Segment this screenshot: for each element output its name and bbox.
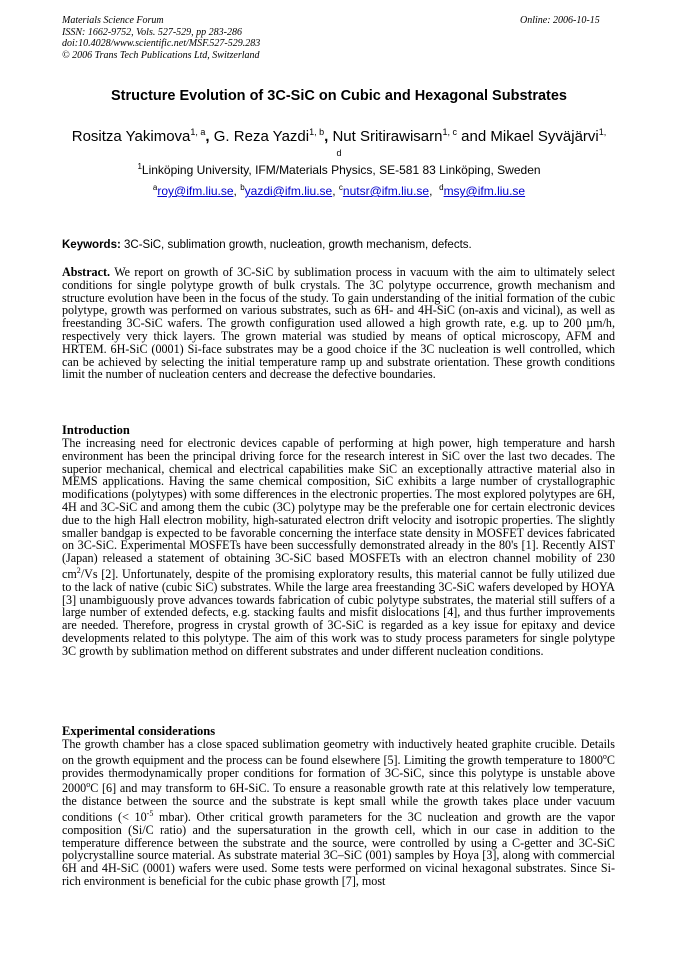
email-link[interactable]: msy@ifm.liu.se	[443, 184, 526, 198]
exp-sup: o	[86, 780, 91, 790]
email-list: $^a$roy@ifm.liu.se, $^b$yazdi@ifm.liu.se, $^c$nutsr@ifm.liu.se, $^d$msy@ifm.liu.se	[152, 183, 526, 198]
keywords	[62, 239, 617, 251]
author-name: Nut Sritirawisarn	[332, 128, 443, 145]
email-link[interactable]: nutsr@ifm.liu.se	[342, 184, 430, 198]
exp-text: C provides thermodynamically proper conditions for formation of 3C-SiC, since this polytype is unstable above 2000	[62, 752, 615, 796]
intro-text: /Vs [2]. Unfortunately, despite of the promising exploratory results, this material cannot be fully utilized due to the lack of native (cubic SiC) substrates. While the large area freestanding 3C-SiC wafers developed by HOYA [3] unambiguously prove advances towards fabrication of cubic polytype substrates, the material still suffers of a large number of extended defects, e.g. stacking faults and misfit dislocations [4], and thus further improvements are needed. Therefore, progress in crystal growth of 3C-SiC is regarded as a key issue for epitaxy and device developments related to this polytype. The aim of this work was to study process parameters for single polytype 3C growth by sublimation method on different substrates and under different nucleation conditions.	[62, 567, 615, 658]
affiliation-mark: 1	[137, 162, 142, 171]
author-affil-mark: 1, d	[336, 127, 607, 158]
author-name: Rositza Yakimova	[71, 128, 191, 145]
author-affil-mark: 1, b	[309, 127, 325, 137]
journal-header	[62, 15, 260, 61]
copyright-line: © 2006 Trans Tech Publications Ltd, Switzerland	[62, 49, 260, 61]
intro-sup: 2	[76, 565, 81, 575]
abstract-label: Abstract.	[62, 265, 111, 279]
experimental-body	[62, 738, 615, 888]
email-mark: c	[338, 183, 343, 192]
email-mark: a	[152, 183, 158, 192]
author-affil-mark: 1, a	[190, 127, 206, 137]
issn-line: ISSN: 1662-9752, Vols. 527-529, pp 283-286	[62, 26, 242, 38]
email-link[interactable]: roy@ifm.liu.se	[157, 184, 234, 198]
exp-text: C [6] and may transform to 6H-SiC. To ensure a reasonable growth rate at this relatively low temperature, the distance between the source and the substrate is kept small while the growth takes place under vacuum conditions (< 10	[62, 781, 615, 825]
doi-line: doi:10.4028/www.scientific.net/MSF.527-529.283	[62, 38, 261, 49]
abstract	[62, 266, 615, 381]
affiliation	[0, 162, 678, 177]
exp-text: The growth chamber has a close spaced sublimation geometry with inductively heated graphite crucible. Details on the growth equipment and the process can be found elsewhere [5]. Limiting the growth temperature to 1800	[62, 737, 615, 767]
keywords-label: Keywords:	[62, 239, 121, 251]
online-date: Online: 2006-10-15	[520, 15, 600, 26]
email-mark: b	[240, 183, 245, 192]
author-name: G. Reza Yazdi	[213, 128, 310, 145]
author-name: Mikael Syväjärvi	[490, 128, 599, 145]
exp-text: mbar). Other critical growth parameters for the 3C nucleation and growth are the vapor composition (Si/C ratio) and the supersaturation in the growth cell, which in our case in addition to the temperature difference between the substrate and the source, were controlled by using a C-getter and 3C-SiC polycrystalline source material. As substrate material 3C–SiC (001) samples by Hoya [3], along with commercial 6H and 4H-SiC (0001) wafers were used. Some tests were performed on vicinal hexagonal substrates. Since Si-rich environment is beneficial for the cubic phase growth [7], most	[62, 810, 615, 889]
exp-sup: -5	[146, 809, 154, 819]
abstract-text: We report on growth of 3C-SiC by sublimation process in vacuum with the aim to ultimately select conditions for single polytype growth of bulk crystals. The 3C polytype occurrence, growth mechanism and structure evolution have been in the focus of the study. To gain understanding of the initial formation of the cubic polytype, growth was performed on various substrates, such as 6H- and 4H-SiC (on-axis and vicinal), as well as freestanding 3C-SiC wafers. The growth configuration used allowed a high growth rate, e.g. up to 200 µm/h, respectively very thick layers. The grown material was studied by means of optical microscopy, AFM and HRTEM. 6H-SiC (0001) Si-face substrates may be a good choice if the 3C nucleation is well controlled, which can be achieved by selecting the initial temperature ramp up and substrate orientation. These growth conditions limit the number of nucleation centers and decrease the defective boundaries.	[62, 265, 615, 382]
keywords-text: 3C-SiC, sublimation growth, nucleation, growth mechanism, defects.	[124, 239, 472, 251]
introduction-body	[62, 437, 615, 658]
email-link[interactable]: yazdi@ifm.liu.se	[244, 184, 333, 198]
intro-text: The increasing need for electronic devices capable of performing at high power, high temperature and harsh environment has been the principal driving force for the research interest in SiC over the last two decades. The superior mechanical, chemical and electrical capabilities make SiC an exceptionally attractive material also in MEMS applications. Having the same chemical composition, SiC exhibits a large number of crystallographic modifications (polytypes) with some differences in the electronic properties. The most explored polytypes are 6H, 4H and 3C-SiC and among them the cubic (3C) polytype may be the preferable one for certain electronic devices due to the high Hall electron mobility, high-saturated electron drift velocity and isotropic properties. The slightly smaller bandgap is expected to be favorable concerning the interface state density in MOSFET devices fabricated on 3C-SiC. Experimental MOSFETs have been successfully demonstrated already in the 80's [1]. Recently AIST (Japan) released a statement of obtaining 3C-SiC based MOSFETs with an electron channel mobility of 230 cm	[62, 436, 615, 581]
introduction-heading: Introduction	[62, 423, 130, 437]
exp-sup: o	[602, 751, 607, 761]
author-affil-mark: 1, c	[442, 127, 457, 137]
journal-name: Materials Science Forum	[62, 15, 164, 26]
email-mark: d	[439, 183, 444, 192]
paper-title: Structure Evolution of 3C-SiC on Cubic and Hexagonal Substrates	[111, 88, 567, 104]
author-list: Rositza Yakimova$^{1, a}$, G. Reza Yazdi$^{1, b}$, Nut Sritirawisarn$^{1, c}$ and Mikael Syväjärvi$^{1, d}$	[71, 127, 607, 158]
experimental-heading: Experimental considerations	[62, 724, 216, 738]
affiliation-text: Linköping University, IFM/Materials Physics, SE-581 83 Linköping, Sweden	[141, 163, 541, 177]
